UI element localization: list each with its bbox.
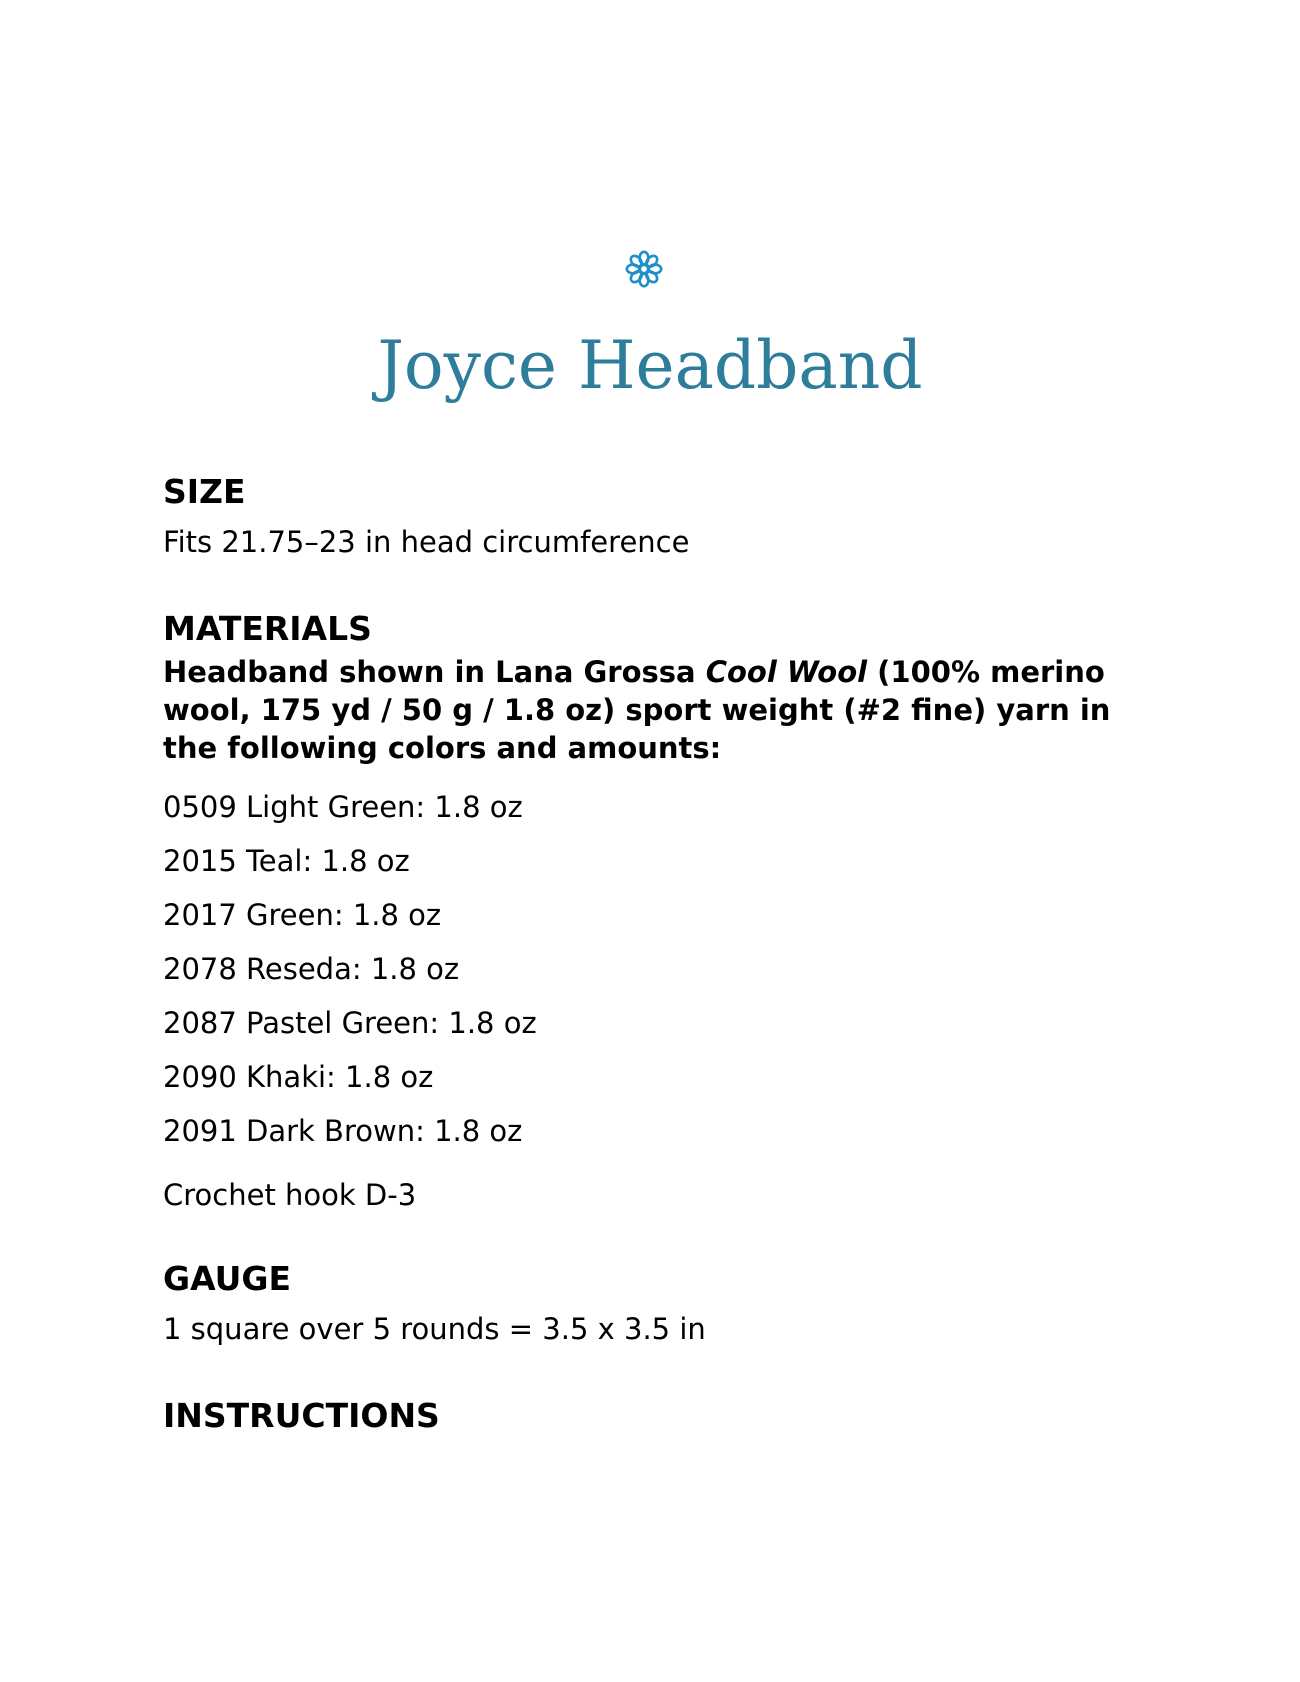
list-item: 2091 Dark Brown: 1.8 oz bbox=[163, 1114, 523, 1148]
list-item: 2090 Khaki: 1.8 oz bbox=[163, 1060, 434, 1094]
materials-intro-part2: (100% merino wool, 175 yd / 50 g / 1.8 oz) sport weight (#2 fine) yarn in the following colors and amounts: bbox=[163, 655, 1111, 765]
page-title: Joyce Headband bbox=[377, 327, 923, 404]
materials-heading: MATERIALS bbox=[163, 609, 372, 648]
list-item: 2017 Green: 1.8 oz bbox=[163, 898, 442, 932]
list-item: 0509 Light Green: 1.8 oz bbox=[163, 790, 523, 824]
list-item: 2087 Pastel Green: 1.8 oz bbox=[163, 1006, 537, 1040]
list-item: 2015 Teal: 1.8 oz bbox=[163, 844, 410, 878]
yarn-color-list bbox=[163, 787, 1143, 1151]
size-text: Fits 21.75–23 in head circumference bbox=[163, 525, 690, 559]
instructions-heading: INSTRUCTIONS bbox=[163, 1396, 440, 1435]
hook-text: Crochet hook D-3 bbox=[163, 1178, 417, 1212]
flower-ornament-icon bbox=[623, 248, 665, 290]
yarn-name: Cool Wool bbox=[705, 655, 868, 689]
gauge-heading: GAUGE bbox=[163, 1259, 292, 1298]
gauge-text: 1 square over 5 rounds = 3.5 x 3.5 in bbox=[163, 1312, 706, 1346]
materials-intro-part1: Headband shown in Lana Grossa bbox=[163, 655, 706, 689]
document-content bbox=[163, 470, 1143, 1438]
materials-intro bbox=[163, 653, 1143, 767]
list-item: 2078 Reseda: 1.8 oz bbox=[163, 952, 460, 986]
size-heading: SIZE bbox=[163, 472, 246, 511]
